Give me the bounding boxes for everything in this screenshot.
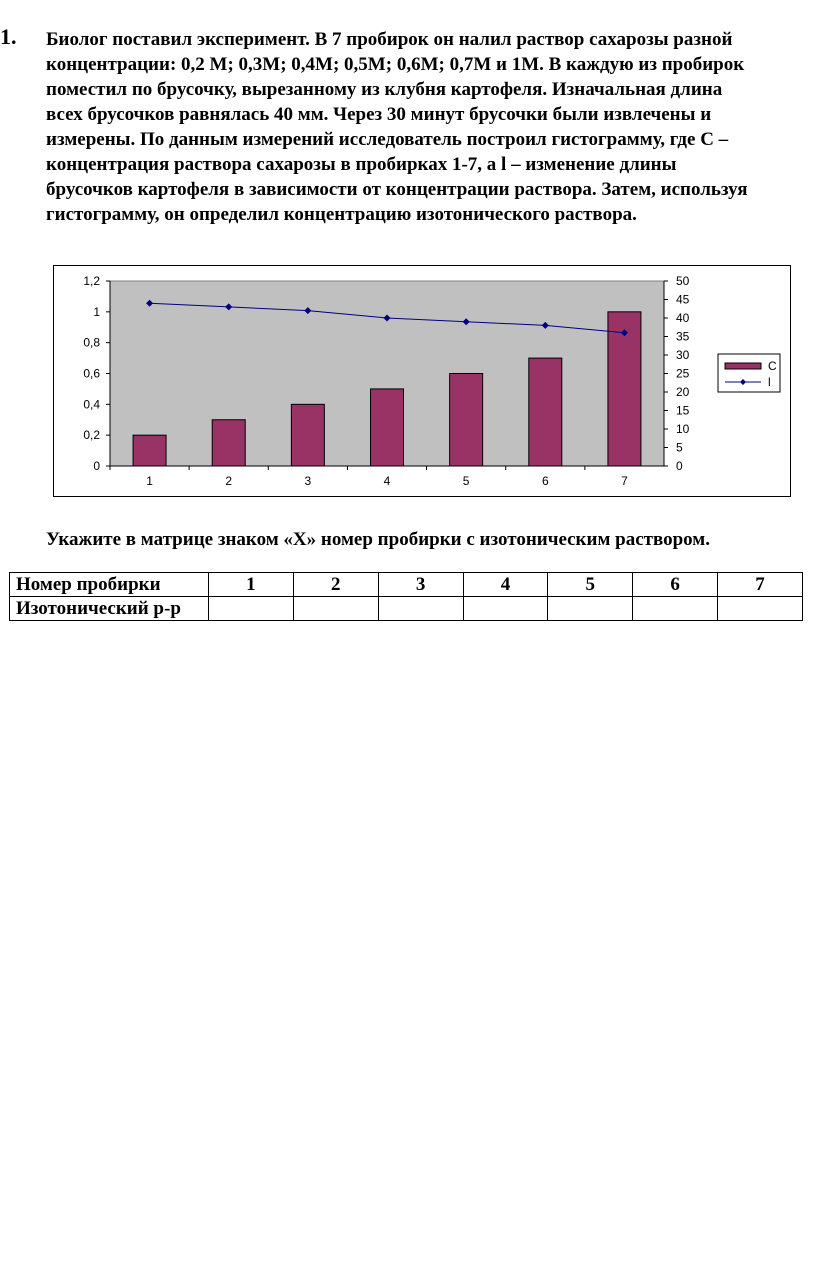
answer-cell[interactable] (548, 597, 633, 621)
right-axis-tick-label: 45 (676, 292, 690, 307)
matrix-header-label: Номер пробирки (10, 573, 209, 597)
problem-line: Биолог поставил эксперимент. В 7 пробирок он налил раствор сахарозы разной (46, 29, 733, 50)
instruction-text: Укажите в матрице знаком «Х» номер пробирки с изотоническим раствором. (46, 529, 710, 550)
bar-C (133, 435, 166, 466)
combo-chart (54, 266, 790, 496)
right-axis-tick-label: 10 (676, 422, 690, 436)
legend-swatch-C (725, 363, 761, 369)
tube-number: 6 (633, 573, 718, 597)
right-axis-tick-label: 30 (676, 348, 690, 362)
right-axis-tick-label: 15 (676, 403, 690, 418)
left-axis-tick-label: 0,8 (83, 335, 100, 350)
right-axis-tick-label: 50 (676, 274, 690, 288)
bar-C (450, 374, 483, 467)
problem-line: концентрация раствора сахарозы в пробирках 1-7, а l – изменение длины (46, 154, 677, 175)
tube-number: 2 (293, 573, 378, 597)
bar-C (212, 420, 245, 466)
right-axis-tick-label: 35 (676, 329, 690, 344)
x-axis-tick-label: 3 (304, 474, 312, 488)
left-axis-tick-label: 0 (93, 459, 100, 473)
matrix-answer-row (10, 597, 803, 621)
x-axis-tick-label: 5 (462, 474, 470, 488)
tube-number: 1 (208, 573, 293, 597)
problem-line: всех брусочков равнялась 40 мм. Через 30 минут брусочки были извлечены и (46, 104, 712, 125)
left-axis-tick-label: 0,4 (83, 397, 100, 412)
problem-line: концентрации: 0,2 М; 0,3М; 0,4М; 0,5М; 0,6М; 0,7М и 1М. В каждую из пробирок (46, 54, 745, 75)
matrix-header-row (10, 573, 803, 597)
tube-number: 3 (378, 573, 463, 597)
left-axis-tick-label: 1 (93, 304, 100, 319)
bar-C (291, 404, 324, 466)
problem-statement (46, 27, 814, 227)
answer-cell[interactable] (293, 597, 378, 621)
problem-line: гистограмму, он определил концентрацию изотонического раствора. (46, 204, 637, 225)
legend-label-C: С (768, 359, 777, 373)
left-axis-tick-label: 0,6 (83, 366, 100, 381)
problem-line: брусочков картофеля в зависимости от концентрации раствора. Затем, используя (46, 179, 748, 200)
right-axis-tick-label: 0 (676, 459, 683, 473)
matrix-row-label: Изотонический р-р (10, 597, 209, 621)
x-axis-tick-label: 4 (383, 474, 391, 488)
x-axis-tick-label: 1 (146, 474, 153, 488)
chart-frame (53, 265, 791, 497)
x-axis-tick-label: 2 (225, 474, 233, 488)
problem-line: поместил по брусочку, вырезанному из клубня картофеля. Изначальная длина (46, 79, 723, 100)
answer-cell[interactable] (633, 597, 718, 621)
answer-matrix (9, 572, 803, 621)
answer-cell[interactable] (463, 597, 548, 621)
left-axis-tick-label: 1,2 (83, 274, 100, 288)
x-axis-tick-label: 7 (621, 474, 628, 488)
question-number: 1. (0, 24, 17, 49)
bar-C (371, 389, 404, 466)
tube-number: 4 (463, 573, 548, 597)
right-axis-tick-label: 5 (676, 440, 683, 455)
x-axis-tick-label: 6 (541, 474, 549, 488)
tube-number: 7 (718, 573, 803, 597)
bar-C (529, 358, 562, 466)
answer-cell[interactable] (378, 597, 463, 621)
problem-line: измерены. По данным измерений исследователь построил гистограмму, где С – (46, 129, 729, 150)
right-axis-tick-label: 20 (676, 385, 690, 399)
right-axis-tick-label: 40 (676, 311, 690, 325)
left-axis-tick-label: 0,2 (83, 428, 100, 443)
legend-label-l: l (768, 375, 771, 389)
right-axis-tick-label: 25 (676, 366, 690, 381)
answer-cell[interactable] (718, 597, 803, 621)
tube-number: 5 (548, 573, 633, 597)
answer-cell[interactable] (208, 597, 293, 621)
